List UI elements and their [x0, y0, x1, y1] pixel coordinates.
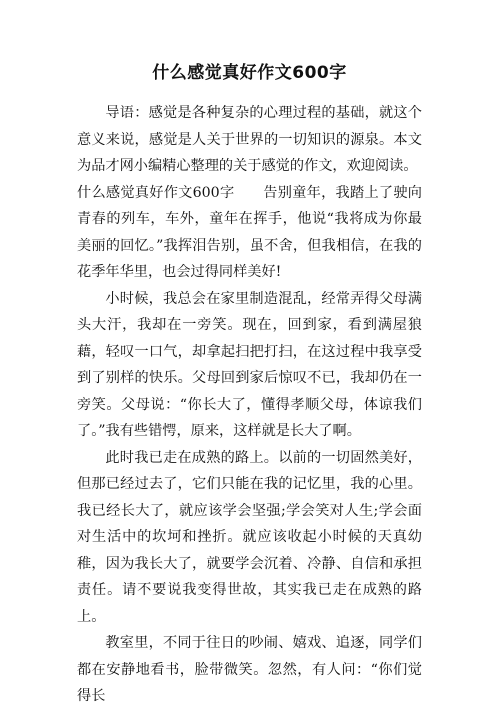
document-title: 什么感觉真好作文600字	[152, 63, 347, 83]
paragraph-farewell-childhood: 什么感觉真好作文600字 告别童年，我踏上了驶向青春的列车，车外，童年在挥手，他说“我将成为你最美丽的回忆。”我挥泪告别，虽不舍，但我相信，在我的花季年华里，也会过得同样美好!	[77, 184, 422, 280]
paragraph-classroom: 教室里，不同于往日的吵闹、嬉戏、追逐，同学们都在安静地看书，脸带微笑。忽然，有人问：“你们觉得长	[77, 635, 422, 704]
paragraph-growing-up: 此时我已走在成熟的路上。以前的一切固然美好，但那已经过去了，它们只能在我的记忆里，我的心里。我已经长大了，就应该学会坚强;学会笑对人生;学会面对生活中的坎坷和挫折。就应该收起小时候的天真幼稚，因为我长大了，就要学会沉着、冷静、自信和承担责任。请不要说我变得世故，其实我已走在成熟的路上。	[77, 449, 422, 625]
paragraph-childhood-memory: 小时候，我总会在家里制造混乱，经常弄得父母满头大汗，我却在一旁笑。现在，回到家，看到满屋狼藉，轻叹一口气，却拿起扫把打扫，在这过程中我享受到了别样的快乐。父母回到家后惊叹不已，我却仍在一旁笑。父母说：“你长大了，懂得孝顺父母，体谅我们了。”我有些错愕，原来，这样就是长大了啊。	[77, 290, 422, 439]
paragraph-intro: 导语：感觉是各种复杂的心理过程的基础，就这个意义来说，感觉是人关于世界的一切知识的源泉。本文为品才网小编精心整理的关于感觉的作文，欢迎阅读。	[77, 105, 422, 174]
document-body	[77, 100, 422, 710]
